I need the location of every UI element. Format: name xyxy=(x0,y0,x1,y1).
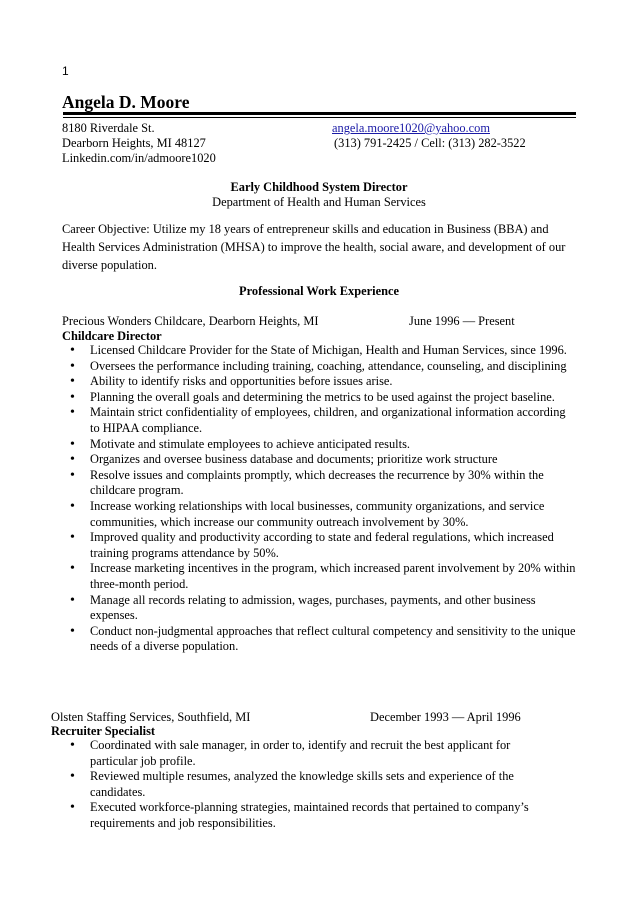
duty-bullet: • Reviewed multiple resumes, analyzed the knowledge skills sets and experience of the candidates. xyxy=(63,769,553,800)
duty-bullet: • Conduct non-judgmental approaches that reflect cultural competency and sensitivity to the unique needs of a diverse population. xyxy=(63,624,577,655)
duty-bullet: • Executed workforce-planning strategies, maintained records that pertained to company’s requirements and job responsibilities. xyxy=(63,800,553,831)
header-rule-thin xyxy=(63,117,576,118)
job-2-company: Olsten Staffing Services, Southfield, MI xyxy=(51,710,251,724)
duty-bullet: • Resolve issues and complaints promptly, which decreases the recurrence by 30% within the childcare program. xyxy=(63,468,577,499)
duty-bullet: • Planning the overall goals and determining the metrics to be used against the project baseline. xyxy=(63,390,577,406)
duty-bullet: • Increase marketing incentives in the program, which increased parent involvement by 20% within three-month period. xyxy=(63,561,577,592)
job-1-duties xyxy=(63,343,577,655)
duty-bullet: • Improved quality and productivity according to state and federal regulations, which increased training programs attendance by 50%. xyxy=(63,530,577,561)
duty-bullet: • Organizes and oversee business database and documents; prioritize work structure xyxy=(63,452,577,468)
job-2-duties xyxy=(63,738,553,832)
duty-bullet: • Oversees the performance including training, coaching, attendance, counseling, and disciplining xyxy=(63,359,577,375)
phone-numbers: (313) 791-2425 / Cell: (313) 282-3522 xyxy=(334,136,526,150)
job-1-dates: June 1996 — Present xyxy=(409,314,515,328)
duty-bullet: • Motivate and stimulate employees to achieve anticipated results. xyxy=(63,437,577,453)
address-line-1: 8180 Riverdale St. xyxy=(62,121,155,135)
duty-bullet: • Licensed Childcare Provider for the State of Michigan, Health and Human Services, since 1996. xyxy=(63,343,577,359)
job-2-dates: December 1993 — April 1996 xyxy=(370,710,521,724)
header-rule-thick xyxy=(63,112,576,115)
address-line-2: Dearborn Heights, MI 48127 xyxy=(62,136,206,150)
job-2-title: Recruiter Specialist xyxy=(51,724,156,738)
career-objective: Career Objective: Utilize my 18 years of entrepreneur skills and education in Business (BBA) and Health Services Administration (MHSA) to improve the health, social aware, and development of our diverse population. xyxy=(62,222,566,272)
duty-bullet: • Maintain strict confidentiality of employees, children, and organizational information according to HIPAA compliance. xyxy=(63,405,577,436)
section-heading: Professional Work Experience xyxy=(239,284,399,298)
applicant-name: Angela D. Moore xyxy=(62,92,190,112)
page-number: 1 xyxy=(62,64,69,78)
duty-bullet: • Increase working relationships with local businesses, community organizations, and service communities, which increase our community outreach involvement by 30%. xyxy=(63,499,577,530)
job-1-company: Precious Wonders Childcare, Dearborn Heights, MI xyxy=(62,314,319,328)
target-department: Department of Health and Human Services xyxy=(212,195,426,209)
duty-bullet: • Coordinated with sale manager, in order to, identify and recruit the best applicant for particular job profile. xyxy=(63,738,553,769)
linkedin-url: Linkedin.com/in/admoore1020 xyxy=(62,151,216,165)
duty-bullet: • Ability to identify risks and opportunities before issues arise. xyxy=(63,374,577,390)
duty-bullet: • Manage all records relating to admission, wages, purchases, payments, and other business expenses. xyxy=(63,593,577,624)
email-link[interactable]: angela.moore1020@yahoo.com xyxy=(332,121,490,135)
target-title: Early Childhood System Director xyxy=(230,180,408,194)
job-1-title: Childcare Director xyxy=(62,329,162,343)
